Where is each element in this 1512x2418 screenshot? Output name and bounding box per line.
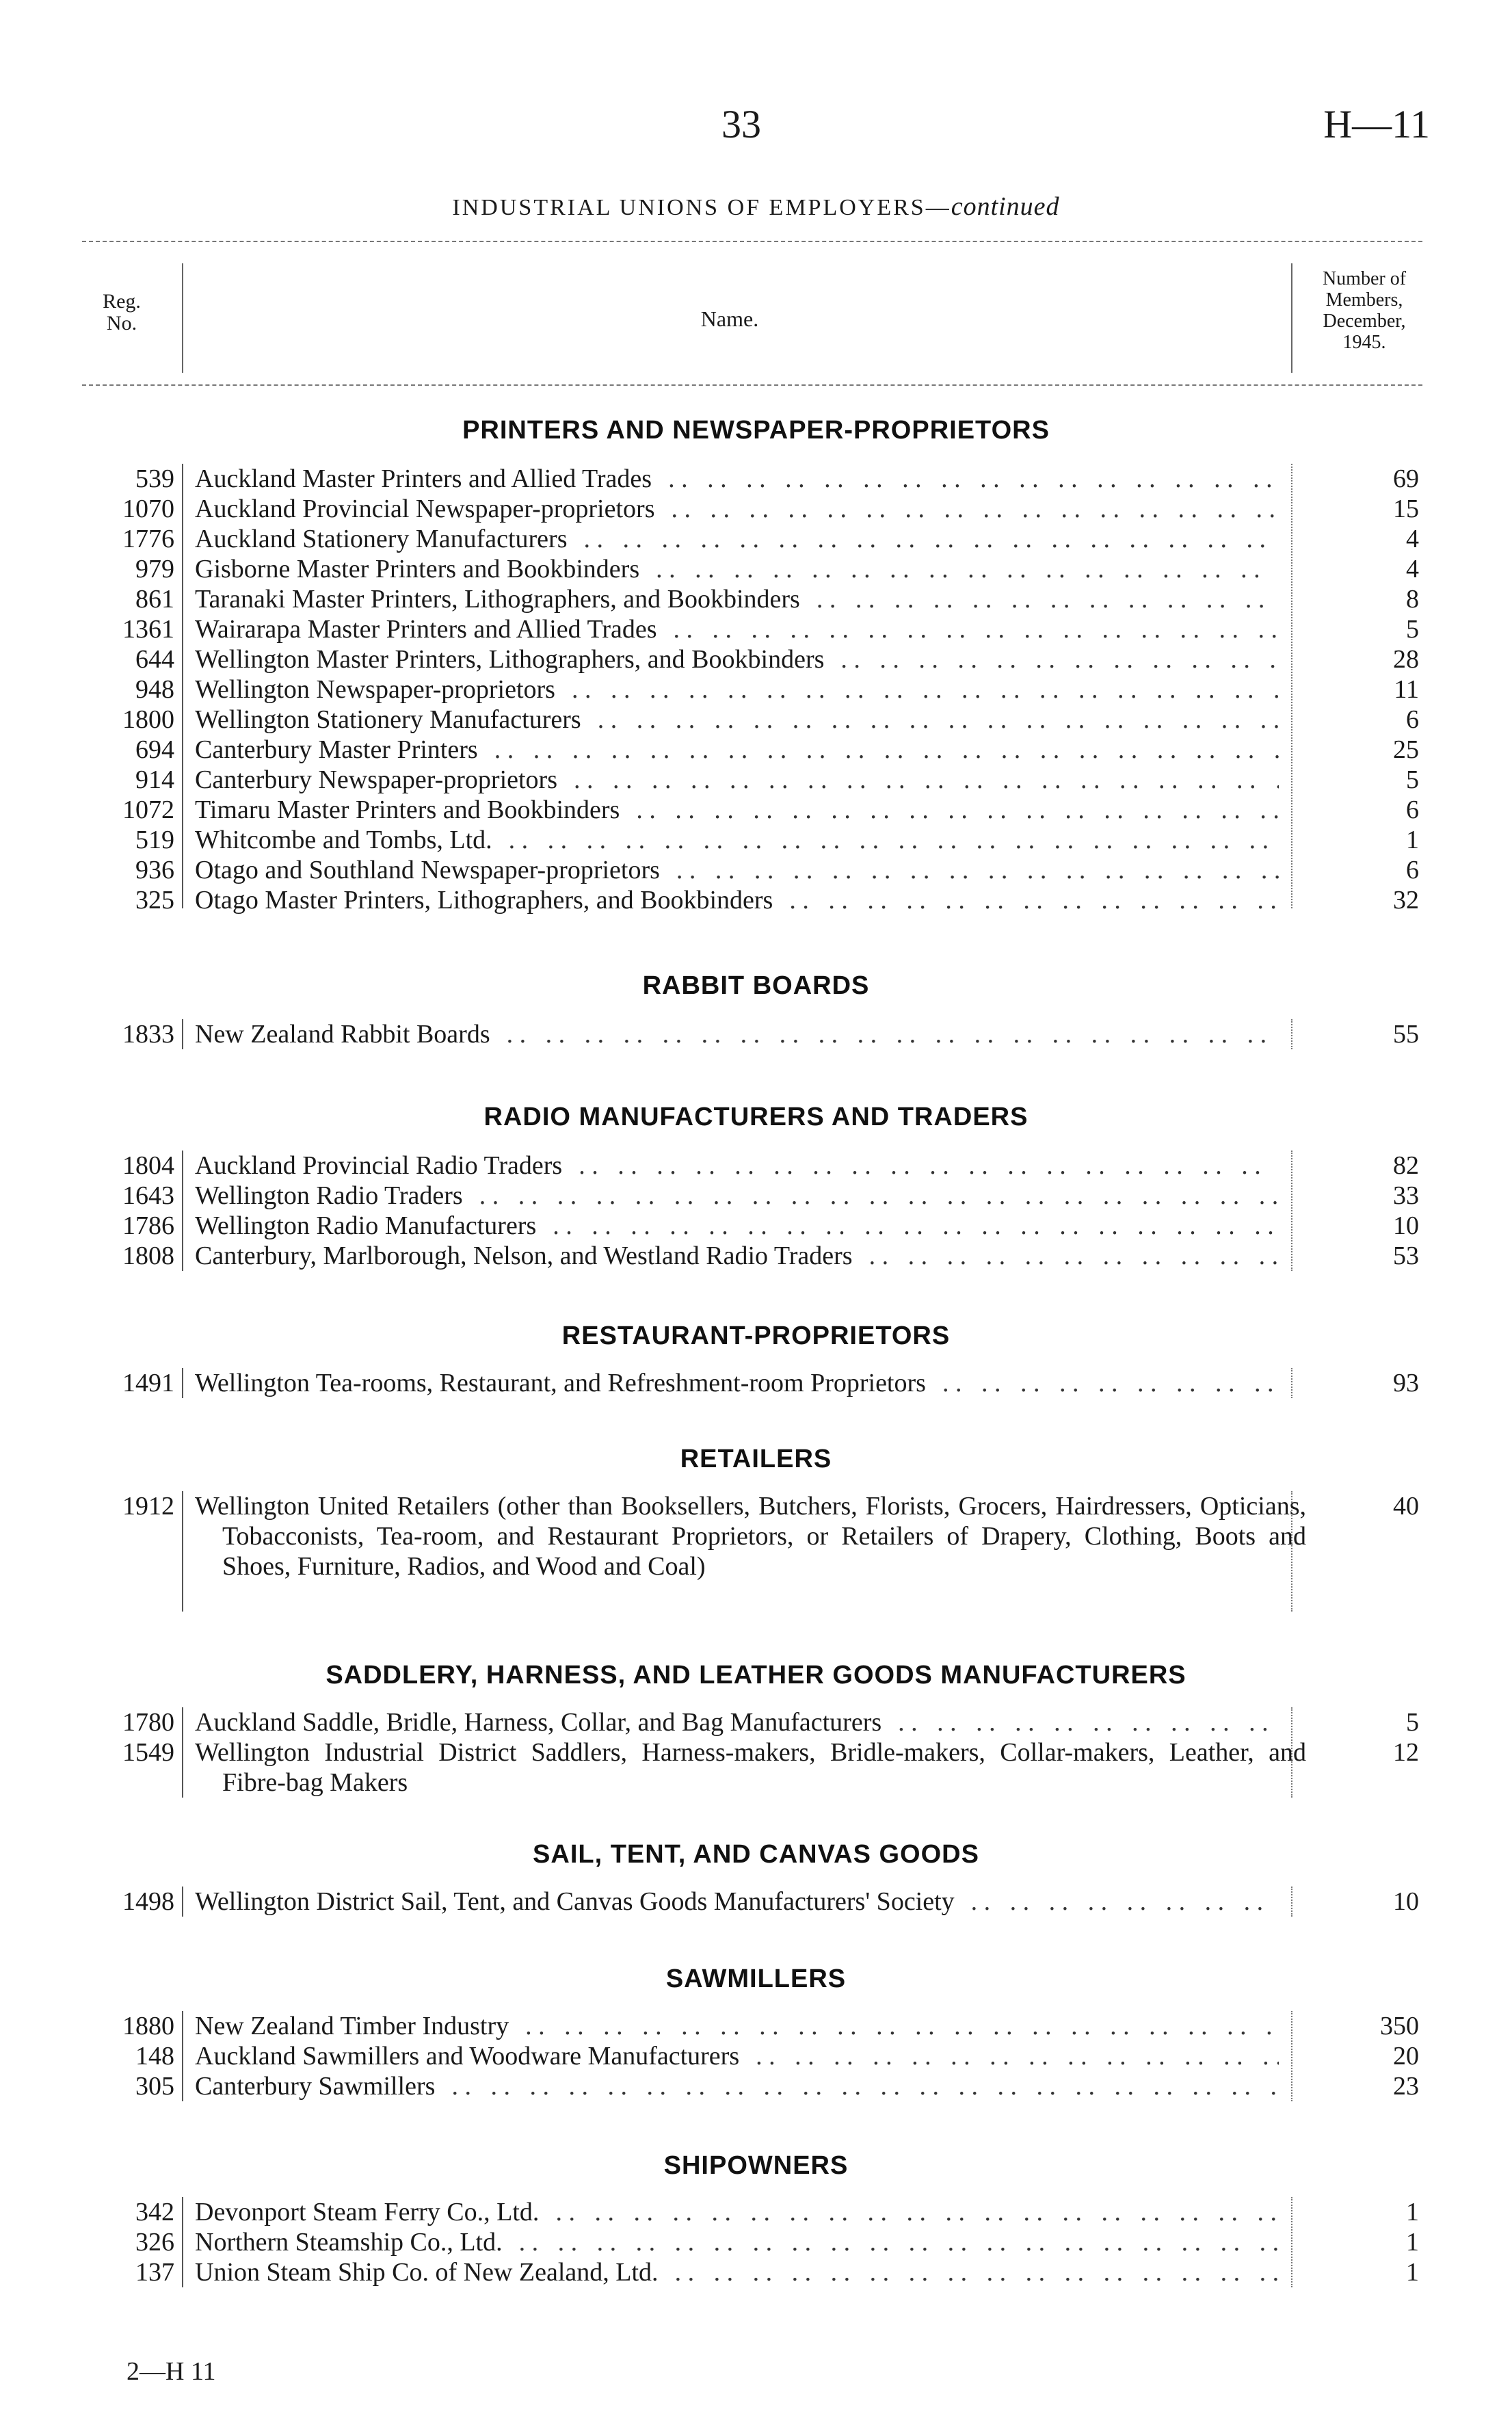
table-row: [0, 1181, 1512, 1211]
member-count: 5: [1406, 765, 1419, 794]
member-count: 5: [1406, 615, 1419, 644]
union-name: Canterbury Master Printers . .: [195, 735, 1279, 765]
table-row: [0, 2041, 1512, 2071]
union-name: Auckland Master Printers and Allied Trades . .: [195, 464, 1279, 494]
member-count: 69: [1393, 464, 1419, 493]
table-row: [0, 1019, 1512, 1049]
member-count: 23: [1393, 2072, 1419, 2101]
running-title-text: INDUSTRIAL UNIONS OF EMPLOYERS—: [452, 195, 951, 220]
union-name: Auckland Stationery Manufacturers . .: [195, 524, 1279, 554]
member-count: 10: [1393, 1887, 1419, 1916]
column-header-members-line4: 1945.: [1342, 332, 1386, 353]
member-count: 4: [1406, 525, 1419, 553]
union-name: Canterbury, Marlborough, Nelson, and Westland Radio Traders . .: [195, 1241, 1279, 1271]
member-count: 53: [1393, 1241, 1419, 1270]
union-name: Wellington Tea-rooms, Restaurant, and Refreshment-room Proprietors . .: [195, 1368, 1279, 1398]
printer-signature: 2—H 11: [127, 2357, 216, 2386]
union-name: Wellington United Retailers (other than Booksellers, Butchers, Florists, Grocers, Hairdressers, Opticians, Tobacconists, Tea-room, and Restaurant Proprietors, or Retailers of Drapery, Clothing, Boots and Shoes, Furniture, Radios, and Wood and Coal): [195, 1492, 1306, 1581]
table-row: [0, 705, 1512, 735]
table-row: [0, 2011, 1512, 2041]
member-count: 12: [1393, 1738, 1419, 1767]
section-heading-retailers: RETAILERS: [680, 1445, 832, 1473]
union-name: Devonport Steam Ferry Co., Ltd. . .: [195, 2197, 1279, 2227]
reg-number: 325: [135, 886, 174, 915]
table-row: [0, 494, 1512, 524]
union-name: Wellington Master Printers, Lithographers, and Bookbinders . .: [195, 644, 1279, 674]
member-count: 11: [1394, 675, 1419, 704]
reg-number: 519: [135, 826, 174, 854]
table-row: [0, 644, 1512, 674]
section-heading-sawmillers: SAWMILLERS: [665, 1964, 847, 1993]
union-name: Gisborne Master Printers and Bookbinders . .: [195, 554, 1279, 584]
member-count: 8: [1406, 585, 1419, 614]
member-count: 6: [1406, 796, 1419, 824]
member-count: 32: [1393, 886, 1419, 915]
table-row: [0, 524, 1512, 554]
table-row: [0, 2227, 1512, 2257]
union-name: Wellington District Sail, Tent, and Canvas Goods Manufacturers' Society . .: [195, 1887, 1279, 1917]
union-name: Wellington Stationery Manufacturers . .: [195, 705, 1279, 735]
member-count: 33: [1393, 1181, 1419, 1210]
column-header-reg-line1: Reg.: [103, 290, 141, 313]
table-row: [0, 674, 1512, 705]
member-count: 28: [1393, 645, 1419, 674]
running-title: [0, 192, 1512, 222]
table-row: [0, 554, 1512, 584]
column-header-members-line1: Number of: [1322, 268, 1407, 289]
member-count: 55: [1393, 1020, 1419, 1049]
union-name: Wellington Radio Manufacturers . .: [195, 1211, 1279, 1241]
reg-number: 861: [135, 585, 174, 614]
table-row: [0, 735, 1512, 765]
table-row: [0, 1151, 1512, 1181]
union-name: New Zealand Timber Industry . .: [195, 2011, 1279, 2041]
member-count: 6: [1406, 705, 1419, 734]
reg-number: 1786: [122, 1211, 174, 1240]
member-count: 5: [1406, 1708, 1419, 1737]
member-count: 40: [1393, 1492, 1419, 1521]
table-row: [0, 825, 1512, 855]
reg-number: 342: [135, 2198, 174, 2226]
reg-number: 539: [135, 464, 174, 493]
member-count: 6: [1406, 856, 1419, 884]
reg-number: 936: [135, 856, 174, 884]
union-name: Auckland Saddle, Bridle, Harness, Collar, and Bag Manufacturers . .: [195, 1707, 1279, 1737]
table-row: [0, 795, 1512, 825]
union-name: Canterbury Newspaper-proprietors . .: [195, 765, 1279, 795]
member-count: 93: [1393, 1369, 1419, 1397]
member-count: 1: [1406, 2198, 1419, 2226]
section-heading-printers: PRINTERS AND NEWSPAPER-PROPRIETORS: [462, 416, 1050, 445]
member-count: 15: [1393, 495, 1419, 523]
section-heading-rabbit-boards: RABBIT BOARDS: [642, 971, 870, 1000]
column-header-members-line3: December,: [1323, 311, 1406, 332]
union-name: Union Steam Ship Co. of New Zealand, Ltd. . .: [195, 2257, 1279, 2287]
reg-number: 1880: [122, 2012, 174, 2040]
union-name: Timaru Master Printers and Bookbinders . .: [195, 795, 1279, 825]
union-name: Wellington Newspaper-proprietors . .: [195, 674, 1279, 705]
reg-number: 1780: [122, 1708, 174, 1737]
union-name: New Zealand Rabbit Boards . .: [195, 1019, 1279, 1049]
running-title-continued: continued: [951, 192, 1060, 221]
table-row: [0, 1887, 1512, 1917]
reg-number: 1912: [122, 1492, 174, 1521]
column-header-members-line2: Members,: [1325, 289, 1403, 311]
member-count: 1: [1406, 826, 1419, 854]
union-name: Wairarapa Master Printers and Allied Trades . .: [195, 614, 1279, 644]
table-row: [0, 765, 1512, 795]
table-row: [0, 614, 1512, 644]
union-name: Wellington Radio Traders . .: [195, 1181, 1279, 1211]
union-name: Auckland Sawmillers and Woodware Manufacturers . .: [195, 2041, 1279, 2071]
reg-number: 305: [135, 2072, 174, 2101]
reg-number: 1800: [122, 705, 174, 734]
column-header-reg-line2: No.: [106, 312, 137, 334]
section-heading-shipowners: SHIPOWNERS: [663, 2151, 849, 2180]
column-divider: [182, 1491, 183, 1612]
table-row: [0, 855, 1512, 885]
member-count: 1: [1406, 2228, 1419, 2257]
reg-number: 1808: [122, 1241, 174, 1270]
member-count: 10: [1393, 1211, 1419, 1240]
reg-number: 948: [135, 675, 174, 704]
union-name: Otago and Southland Newspaper-proprietors . .: [195, 855, 1279, 885]
reg-number: 1833: [122, 1020, 174, 1049]
table-row: [0, 1368, 1512, 1398]
page-number: 33: [721, 102, 761, 146]
table-row: [0, 1241, 1512, 1271]
member-count: 1: [1406, 2258, 1419, 2287]
union-name: Whitcombe and Tombs, Ltd. . .: [195, 825, 1279, 855]
section-heading-restaurant: RESTAURANT-PROPRIETORS: [561, 1322, 951, 1350]
section-heading-sail-tent: SAIL, TENT, AND CANVAS GOODS: [533, 1840, 979, 1869]
header-rule-bottom: [82, 384, 1422, 386]
table-row: [0, 584, 1512, 614]
section-heading-saddlery: SADDLERY, HARNESS, AND LEATHER GOODS MANUFACTURERS: [326, 1661, 1186, 1690]
reg-number: 979: [135, 555, 174, 583]
reg-number: 1804: [122, 1151, 174, 1180]
reg-number: 1776: [122, 525, 174, 553]
member-count: 350: [1380, 2012, 1419, 2040]
header-divider-right: [1291, 263, 1292, 373]
section-heading-radio: RADIO MANUFACTURERS AND TRADERS: [483, 1103, 1029, 1131]
column-header-reg-no: [81, 291, 163, 334]
union-name: Canterbury Sawmillers . .: [195, 2071, 1279, 2101]
table-row: [0, 2071, 1512, 2101]
table-row: [0, 885, 1512, 915]
reg-number: 1498: [122, 1887, 174, 1916]
reg-number: 326: [135, 2228, 174, 2257]
union-name: Northern Steamship Co., Ltd. . .: [195, 2227, 1279, 2257]
reg-number: 1361: [122, 615, 174, 644]
table-row: [0, 464, 1512, 494]
reg-number: 137: [135, 2258, 174, 2287]
reg-number: 1070: [122, 495, 174, 523]
member-count: 82: [1393, 1151, 1419, 1180]
table-row: [0, 2197, 1512, 2227]
column-header-members: [1296, 268, 1433, 353]
reg-number: 644: [135, 645, 174, 674]
reg-number: 1549: [122, 1738, 174, 1767]
document-code: H—11: [1323, 102, 1430, 146]
union-name: Auckland Provincial Radio Traders . .: [195, 1151, 1279, 1181]
member-count: 4: [1406, 555, 1419, 583]
header-rule-top: [82, 241, 1422, 242]
union-name: Otago Master Printers, Lithographers, and Bookbinders . .: [195, 885, 1279, 915]
union-name: Taranaki Master Printers, Lithographers, and Bookbinders . .: [195, 584, 1279, 614]
reg-number: 1491: [122, 1369, 174, 1397]
member-count: 25: [1393, 735, 1419, 764]
table-row: [0, 2257, 1512, 2287]
reg-number: 1072: [122, 796, 174, 824]
member-count: 20: [1393, 2042, 1419, 2071]
reg-number: 694: [135, 735, 174, 764]
table-row: [0, 1707, 1512, 1737]
union-name: Auckland Provincial Newspaper-proprietors . .: [195, 494, 1279, 524]
reg-number: 914: [135, 765, 174, 794]
union-name: Wellington Industrial District Saddlers, Harness-makers, Bridle-makers, Collar-makers, Leather, and Fibre-bag Makers: [195, 1738, 1306, 1797]
reg-number: 148: [135, 2042, 174, 2071]
table-row: [0, 1211, 1512, 1241]
column-header-name: Name.: [700, 306, 759, 331]
reg-number: 1643: [122, 1181, 174, 1210]
